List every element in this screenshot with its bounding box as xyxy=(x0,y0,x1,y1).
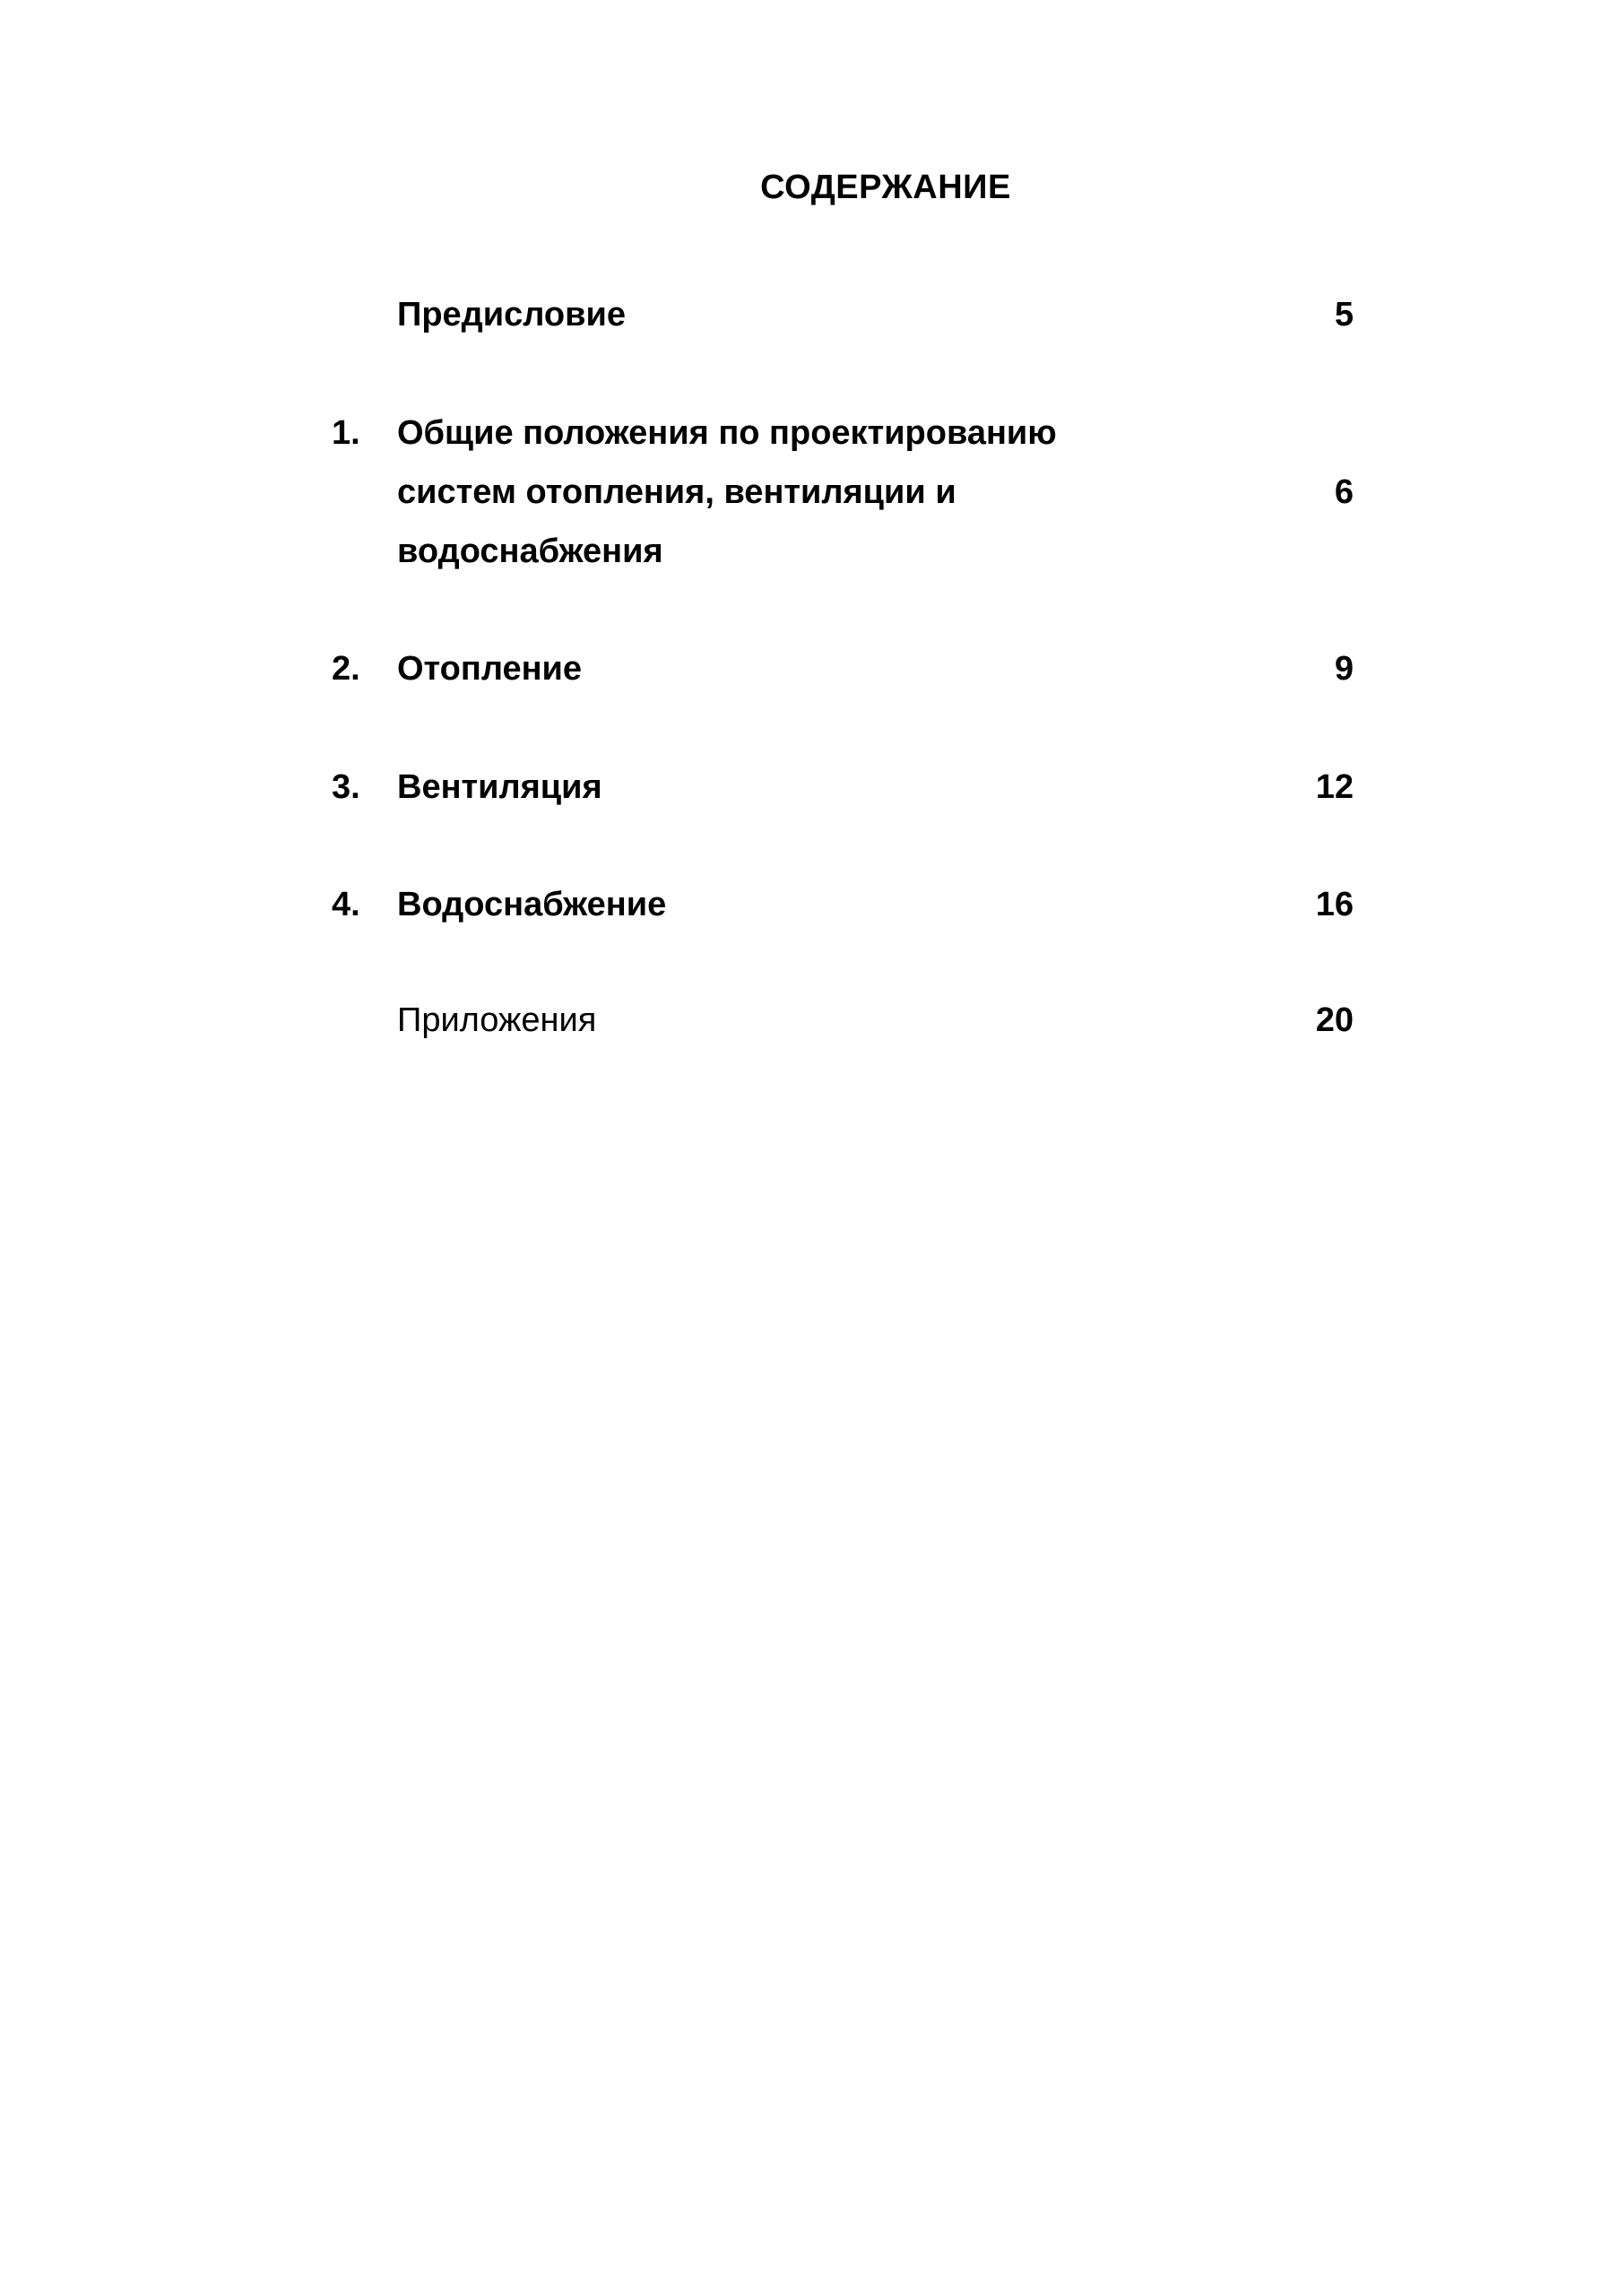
toc-entry-number: 4. xyxy=(332,886,360,923)
toc-entry-label-line: Приложения xyxy=(397,1001,597,1039)
toc-entry-label-line: Предисловие xyxy=(397,296,626,334)
toc-entry-number: 3. xyxy=(332,768,360,806)
toc-entry-label-line: водоснабжения xyxy=(397,533,663,570)
toc-entry-page: 16 xyxy=(1315,886,1354,923)
toc-entry-label-line: Общие положения по проектированию xyxy=(397,414,1057,452)
toc-entry-label xyxy=(397,875,1114,934)
toc-entry-label xyxy=(397,639,1114,698)
page-title: СОДЕРЖАНИЕ xyxy=(760,169,1011,206)
toc-entry-number: 1. xyxy=(332,414,360,452)
toc-entry-label xyxy=(397,758,1114,817)
toc-entry-page: 20 xyxy=(1315,1001,1354,1039)
toc-entry-label xyxy=(397,403,1114,581)
toc-entry-page: 9 xyxy=(1334,650,1354,688)
toc-entry-label xyxy=(397,991,1114,1050)
toc-entry-label xyxy=(397,285,1114,344)
toc-entry-page: 5 xyxy=(1334,296,1354,334)
toc-entry-page: 12 xyxy=(1315,768,1354,806)
toc-entry-label-line: систем отопления, вентиляции и xyxy=(397,473,956,511)
toc-entry-label-line: Отопление xyxy=(397,650,583,688)
toc-entry-page: 6 xyxy=(1334,473,1354,511)
toc-entry-label-line: Водоснабжение xyxy=(397,886,667,923)
toc-entry-label-line: Вентиляция xyxy=(397,768,602,806)
toc-entry-number: 2. xyxy=(332,650,360,688)
